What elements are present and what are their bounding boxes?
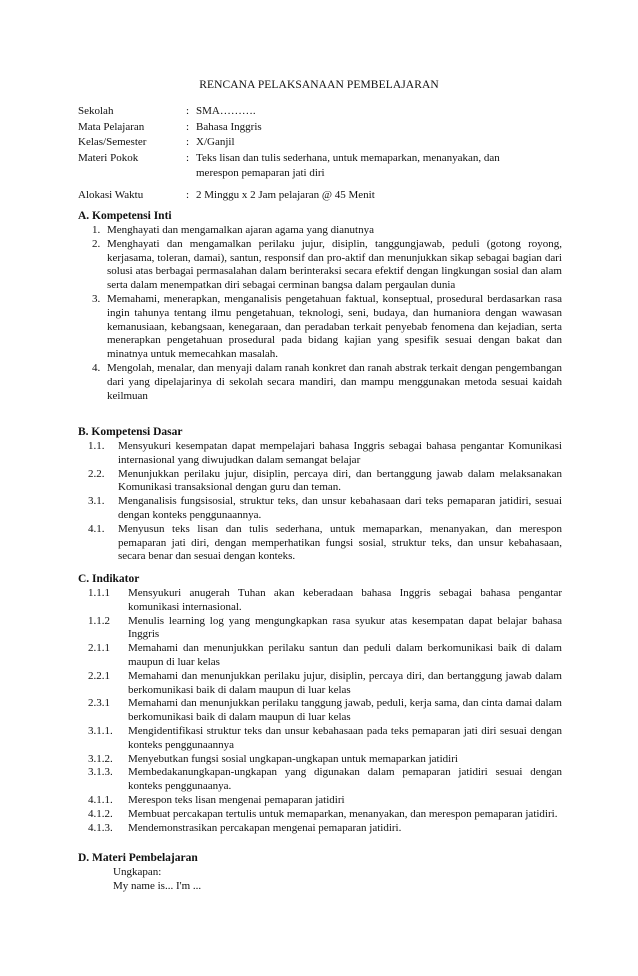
identity-key: Materi Pokok bbox=[78, 151, 139, 164]
document-title: RENCANA PELAKSANAAN PEMBELAJARAN bbox=[199, 79, 439, 91]
section-heading: C. Indikator bbox=[78, 573, 140, 585]
list-item: 1.1.2 Menulis learning log yang mengungkapkan rasa syukur atas kesempatan dapat belajar bahasa Inggris bbox=[88, 614, 562, 641]
list-item: 4. Mengolah, menalar, dan menyaji dalam ranah konkret dan ranah abstrak terkait dengan pengembangan dari yang dipelajarinya di sekolah secara mandiri, dan mampu menggunakan metoda sesuai kaidah keilmuan bbox=[92, 361, 562, 402]
list-item: 3. Memahami, menerapkan, menganalisis pengetahuan faktual, konseptual, prosedural berdasarkan rasa ingin tahunya tentang ilmu pengetahuan, teknologi, seni, budaya, dan humaniora dengan wawasan kemanusiaan, kebangsaan, kenegaraan, dan peradaban terkait penyebab fenomena dan kejadian, serta menerapkan pengetahuan prosedural pada bidang kajian yang spesifik sesuai dengan bakat dan minatnya untuk memecahkan masalah. bbox=[92, 292, 562, 361]
section-kompetensi-inti bbox=[78, 209, 562, 403]
identity-row: Alokasi Waktu : 2 Minggu x 2 Jam pelajaran @ 45 Menit bbox=[78, 188, 578, 204]
section-materi-pembelajaran bbox=[78, 851, 562, 894]
identity-row: Sekolah : SMA………. bbox=[78, 104, 578, 120]
list-item: 2. Menghayati dan mengamalkan perilaku jujur, disiplin, tanggungjawab, peduli (gotong royong, kerjasama, toleran, damai), santun, responsif dan pro-aktif dan menunjukkan sikap sebagai bagian dari solusi atas berbagai permasalahan dalam berinteraksi secara efektif dengan lingkungan sosial dan alam serta dalam menempatkan diri sebagai cerminan bangsa dalam pergaulan dunia bbox=[92, 237, 562, 292]
section-heading: B. Kompetensi Dasar bbox=[78, 426, 183, 438]
identity-value: SMA………. bbox=[196, 105, 256, 117]
identity-key: Mata Pelajaran bbox=[78, 120, 145, 133]
list-item: 1.1.1 Mensyukuri anugerah Tuhan akan keberadaan bahasa Inggris sebagai bahasa pengantar komunikasi internasional. bbox=[88, 587, 562, 613]
identity-key: Sekolah bbox=[78, 105, 114, 117]
identity-block bbox=[78, 104, 578, 203]
identity-value: Teks lisan dan tulis sederhana, untuk memaparkan, menanyakan, dan merespon pemaparan jati diri bbox=[196, 151, 500, 179]
identity-value: 2 Minggu x 2 Jam pelajaran @ 45 Menit bbox=[196, 188, 375, 201]
list-item: 4.1.2. Membuat percakapan tertulis untuk memaparkan, menanyakan, dan merespon pemaparan jatidiri. bbox=[88, 807, 558, 820]
section-indikator bbox=[78, 572, 562, 835]
section-kompetensi-dasar bbox=[78, 425, 562, 564]
identity-value: X/Ganjil bbox=[196, 136, 235, 148]
identity-key: Alokasi Waktu bbox=[78, 188, 144, 201]
list-item: 3.1.1. Mengidentifikasi struktur teks dan unsur kebahasaan pada teks pemaparan jati diri sesuai dengan konteks penggunaannya bbox=[88, 724, 562, 751]
list-item: 4.1.1. Merespon teks lisan mengenai pemaparan jatidiri bbox=[88, 793, 345, 806]
list-item: 2.2.1 Memahami dan menunjukkan perilaku jujur, disiplin, percaya diri, dan bertanggung jawab dalam berkomunikasi baik di dalam maupun di luar kelas bbox=[88, 669, 562, 696]
identity-value: Bahasa Inggris bbox=[196, 120, 262, 133]
list-item: 1.1. Mensyukuri kesempatan dapat mempelajari bahasa Inggris sebagai bahasa pengantar Komunikasi internasional yang diwujudkan dalam semangat belajar bbox=[88, 440, 562, 466]
list-item: 4.1.3. Mendemonstrasikan percakapan mengenai pemaparan jatidiri. bbox=[88, 821, 402, 834]
identity-row: Materi Pokok : Teks lisan dan tulis sederhana, untuk memaparkan, menanyakan, dan merespon pemaparan jati diri bbox=[78, 151, 578, 182]
list-item: 2.2. Menunjukkan perilaku jujur, disiplin, percaya diri, dan bertanggung jawab dalam melaksanakan Komunikasi transaksional dengan guru dan teman. bbox=[88, 467, 562, 494]
list-item: 2.3.1 Memahami dan menunjukkan perilaku tanggung jawab, peduli, kerja sama, dan cinta damai dalam berkomunikasi baik di dalam maupun di luar kelas bbox=[88, 697, 562, 724]
identity-key: Kelas/Semester bbox=[78, 136, 147, 148]
identity-row: Mata Pelajaran : Bahasa Inggris bbox=[78, 120, 578, 136]
list-item: 4.1. Menyusun teks lisan dan tulis sederhana, untuk memaparkan, menanyakan, dan merespon pemaparan jati diri, dengan memperhatikan fungsi sosial, struktur teks, dan unsur kebahasaan, secara benar dan sesuai dengan konteks. bbox=[88, 522, 562, 563]
list-item: 3.1.3. Membedakanungkapan-ungkapan yang digunakan dalam pemaparan jatidiri sesuai dengan konteks penggunaanya. bbox=[88, 766, 562, 793]
section-heading: D. Materi Pembelajaran bbox=[78, 852, 198, 864]
list-item: 3.1.2. Menyebutkan fungsi sosial ungkapan-ungkapan untuk memaparkan jatidiri bbox=[88, 752, 458, 765]
list-item: 3.1. Menganalisis fungsisosial, struktur teks, dan unsur kebahasaan dari teks pemaparan jatidiri, sesuai dengan konteks penggunaannya. bbox=[88, 495, 562, 521]
materi-line: Ungkapan: bbox=[113, 866, 162, 878]
section-heading: A. Kompetensi Inti bbox=[78, 210, 172, 222]
materi-line: My name is... I'm ... bbox=[113, 879, 202, 892]
list-item: 1. Menghayati dan mengamalkan ajaran agama yang dianutnya bbox=[92, 224, 374, 236]
list-item: 2.1.1 Memahami dan menunjukkan perilaku santun dan peduli dalam berkomunikasi baik di dalam maupun di luar kelas bbox=[88, 642, 562, 668]
identity-row: Kelas/Semester : X/Ganjil bbox=[78, 135, 578, 151]
materi-lines bbox=[78, 866, 562, 894]
